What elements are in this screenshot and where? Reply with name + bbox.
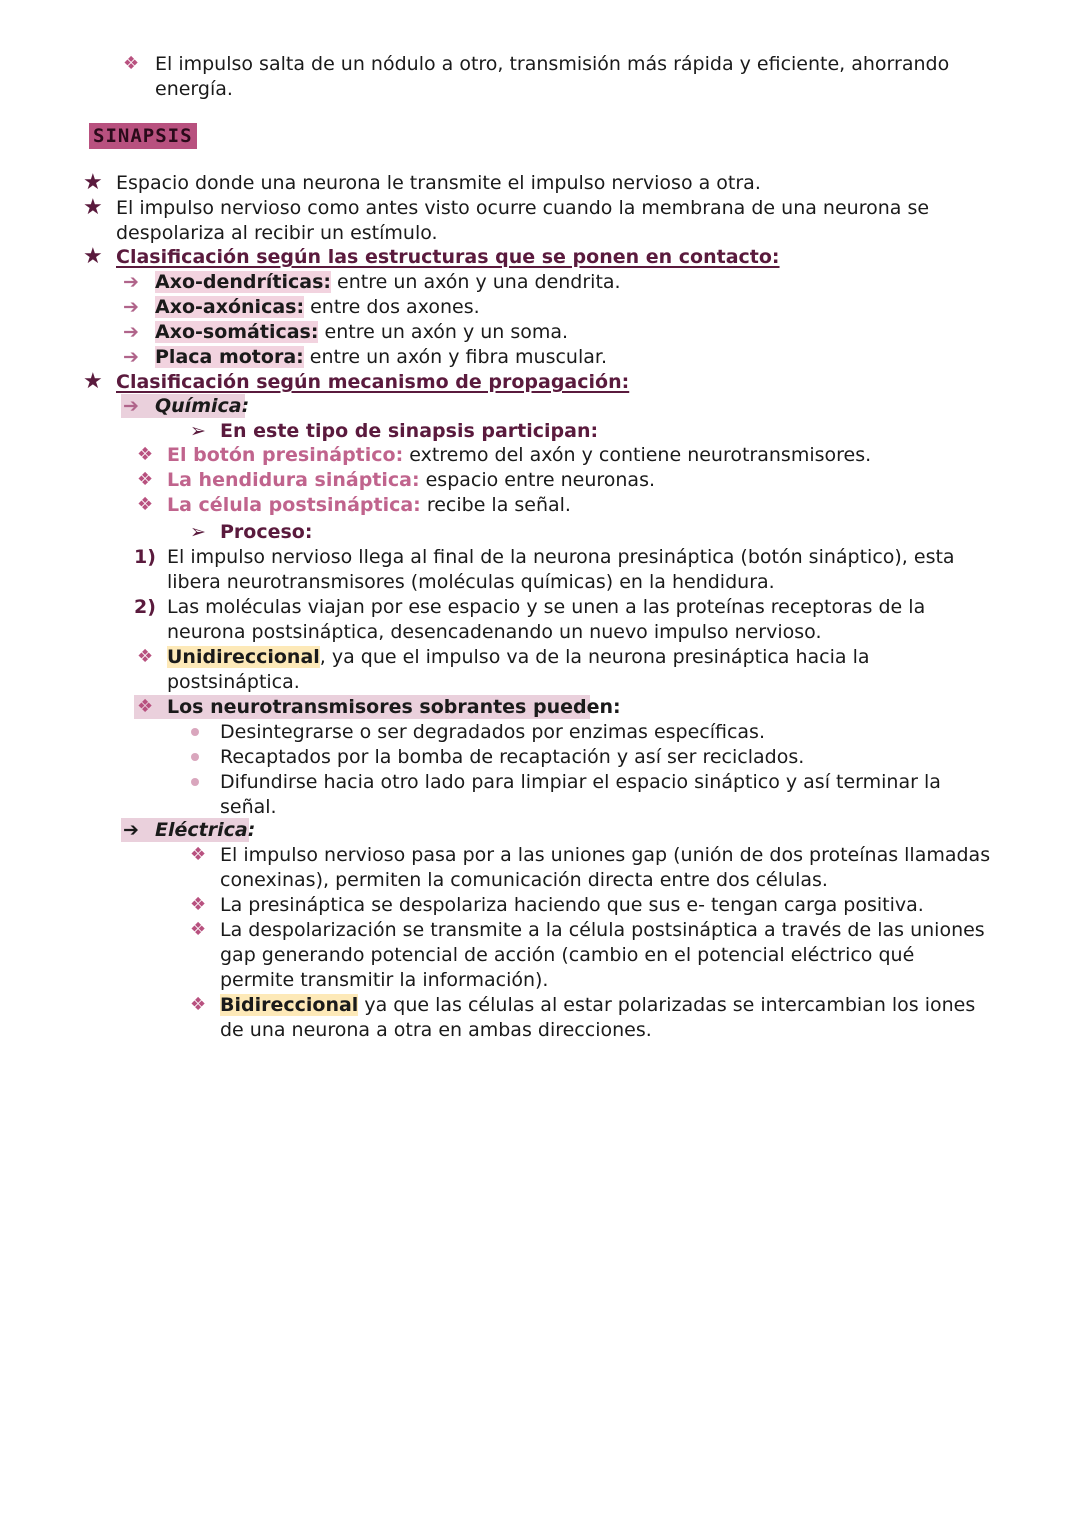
diamond-bullet-icon: ❖ bbox=[137, 444, 154, 465]
electrical-item-1-line-2: conexinas), permiten la comunicación directa entre dos células. bbox=[220, 869, 828, 891]
star-bullet-icon: ★ bbox=[83, 369, 103, 394]
bullet-definition: Espacio donde una neurona le transmite el impulso nervioso a otra. bbox=[116, 172, 761, 194]
dot-bullet-icon bbox=[191, 753, 199, 761]
step-2-line-1: Las moléculas viajan por ese espacio y se unen a las proteínas receptoras de la bbox=[167, 596, 926, 618]
electrical-item-3-line-2: gap generando potencial de acción (cambio en el potencial eléctrico qué bbox=[220, 944, 915, 966]
participant-item: El botón presináptico: extremo del axón y contiene neurotransmisores. bbox=[167, 444, 872, 466]
diamond-bullet-icon: ❖ bbox=[137, 696, 154, 717]
triangle-bullet-icon: ➢ bbox=[190, 521, 206, 543]
bidirectional-line-2: de una neurona a otra en ambas direcciones. bbox=[220, 1019, 652, 1041]
structures-title: Clasificación según las estructuras que se ponen en contacto: bbox=[116, 246, 780, 268]
step-1-line-1: El impulso nervioso llega al final de la neurona presináptica (botón sináptico), esta bbox=[167, 546, 955, 568]
step-number: 2) bbox=[134, 596, 156, 618]
mechanism-title: Clasificación según mecanismo de propagación: bbox=[116, 371, 630, 393]
arrow-bullet-icon: ➔ bbox=[123, 819, 139, 841]
diamond-bullet-icon: ❖ bbox=[190, 844, 207, 865]
structure-item: Axo-axónicas: entre dos axones. bbox=[155, 296, 480, 318]
arrow-bullet-icon: ➔ bbox=[123, 395, 139, 417]
arrow-bullet-icon: ➔ bbox=[123, 271, 139, 293]
step-number: 1) bbox=[134, 546, 156, 568]
star-bullet-icon: ★ bbox=[83, 170, 103, 195]
arrow-bullet-icon: ➔ bbox=[123, 296, 139, 318]
diamond-bullet-icon: ❖ bbox=[137, 469, 154, 490]
unidirectional-line-2: postsináptica. bbox=[167, 671, 300, 693]
triangle-bullet-icon: ➢ bbox=[190, 420, 206, 442]
electrical-label: Eléctrica: bbox=[155, 819, 256, 841]
leftover-item: Desintegrarse o ser degradados por enzimas específicas. bbox=[220, 721, 765, 743]
electrical-item-1-line-1: El impulso nervioso pasa por a las uniones gap (unión de dos proteínas llamadas bbox=[220, 844, 991, 866]
dot-bullet-icon bbox=[191, 778, 199, 786]
intro-line-2: energía. bbox=[155, 78, 233, 100]
bullet-impulse-line-1: El impulso nervioso como antes visto ocurre cuando la membrana de una neurona se bbox=[116, 197, 930, 219]
structure-item: Axo-somáticas: entre un axón y un soma. bbox=[155, 321, 569, 343]
structure-item: Axo-dendríticas: entre un axón y una dendrita. bbox=[155, 271, 621, 293]
step-1-line-2: libera neurotransmisores (moléculas químicas) en la hendidura. bbox=[167, 571, 775, 593]
star-bullet-icon: ★ bbox=[83, 195, 103, 220]
participant-item: La célula postsináptica: recibe la señal. bbox=[167, 494, 571, 516]
leftover-item-line-1: Difundirse hacia otro lado para limpiar el espacio sináptico y así terminar la bbox=[220, 771, 941, 793]
diamond-bullet-icon: ❖ bbox=[190, 894, 207, 915]
leftover-item-line-2: señal. bbox=[220, 796, 277, 818]
star-bullet-icon: ★ bbox=[83, 244, 103, 269]
chemical-label: Química: bbox=[155, 395, 250, 417]
electrical-item-3-line-1: La despolarización se transmite a la célula postsináptica a través de las uniones bbox=[220, 919, 985, 941]
unidirectional-line-1: Unidireccional, ya que el impulso va de la neurona presináptica hacia la bbox=[167, 646, 870, 668]
electrical-item-2: La presináptica se despolariza haciendo que sus e- tengan carga positiva. bbox=[220, 894, 924, 916]
participants-title: En este tipo de sinapsis participan: bbox=[220, 420, 599, 442]
bullet-impulse-line-2: despolariza al recibir un estímulo. bbox=[116, 222, 438, 244]
diamond-bullet-icon: ❖ bbox=[137, 494, 154, 515]
process-title: Proceso: bbox=[220, 521, 313, 543]
dot-bullet-icon bbox=[191, 728, 199, 736]
electrical-item-3-line-3: permite transmitir la información). bbox=[220, 969, 549, 991]
leftover-title: Los neurotransmisores sobrantes pueden: bbox=[167, 696, 621, 718]
structure-item: Placa motora: entre un axón y fibra muscular. bbox=[155, 346, 607, 368]
leftover-item: Recaptados por la bomba de recaptación y así ser reciclados. bbox=[220, 746, 805, 768]
bidirectional-line-1: Bidireccional ya que las células al estar polarizadas se intercambian los iones bbox=[220, 994, 976, 1016]
participant-item: La hendidura sináptica: espacio entre neuronas. bbox=[167, 469, 656, 491]
step-2-line-2: neurona postsináptica, desencadenando un nuevo impulso nervioso. bbox=[167, 621, 822, 643]
diamond-bullet-icon: ❖ bbox=[190, 994, 207, 1015]
diamond-bullet-icon: ❖ bbox=[137, 646, 154, 667]
diamond-bullet-icon: ❖ bbox=[123, 53, 140, 74]
intro-line-1: El impulso salta de un nódulo a otro, transmisión más rápida y eficiente, ahorrando bbox=[155, 53, 950, 75]
arrow-bullet-icon: ➔ bbox=[123, 321, 139, 343]
diamond-bullet-icon: ❖ bbox=[190, 919, 207, 940]
section-heading: SINAPSIS bbox=[89, 123, 197, 149]
arrow-bullet-icon: ➔ bbox=[123, 346, 139, 368]
